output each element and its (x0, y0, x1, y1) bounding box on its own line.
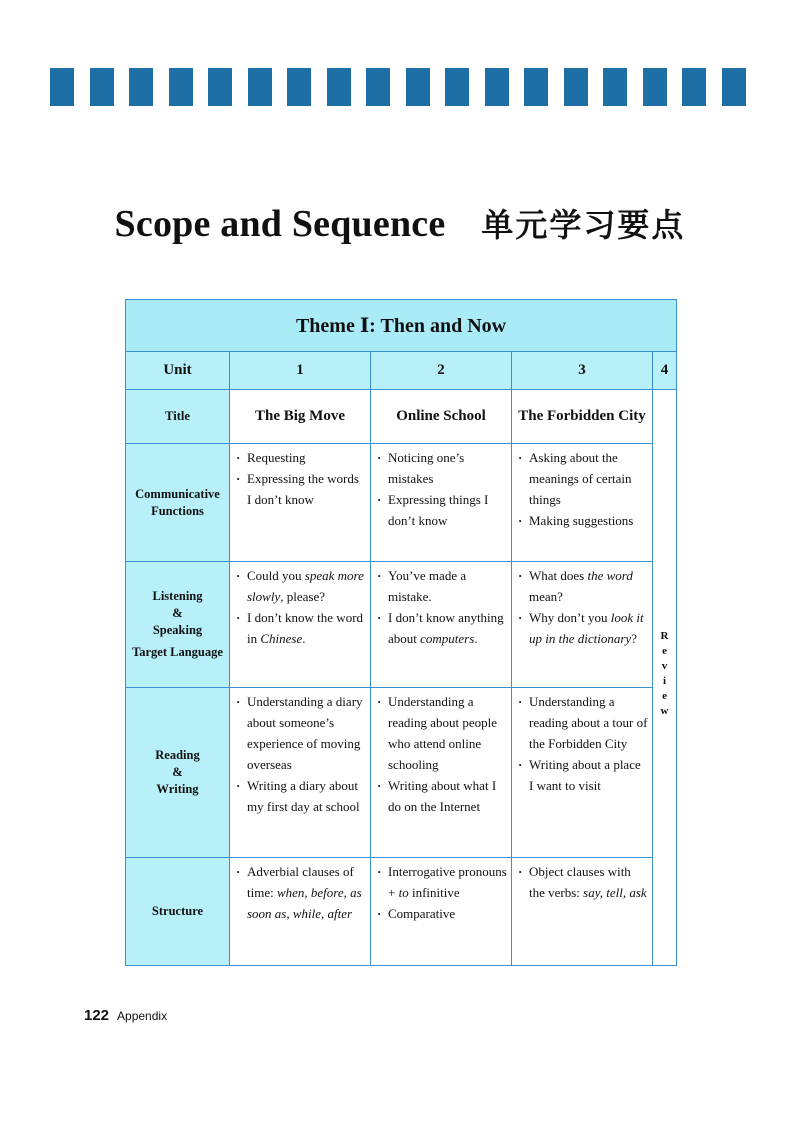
unit-title: The Big Move (230, 390, 371, 444)
scope-sequence-table (125, 299, 677, 966)
decorative-square (169, 68, 193, 106)
bullet-item: · Interrogative pronouns + to infinitive (375, 861, 507, 903)
bullet-item: · Requesting (234, 447, 366, 468)
unit-number: 4 (653, 352, 677, 390)
decorative-square (208, 68, 232, 106)
row-label-reading-writing (126, 688, 230, 858)
decorative-square (722, 68, 746, 106)
unit-title: The Forbidden City (512, 390, 653, 444)
bullet-item: · Making suggestions (516, 510, 648, 531)
row-label-line: Listening (152, 588, 203, 603)
section-name: Appendix (117, 1009, 168, 1023)
bullet-item: · Why don’t you look it up in the dictionary? (516, 607, 648, 649)
review-column (653, 390, 677, 966)
communicative-cell (371, 444, 512, 562)
row-label-line: & (172, 605, 183, 620)
bullet-item: · Writing about what I do on the Internet (375, 775, 507, 817)
bullet-item: · Understanding a diary about someone’s experience of moving overseas (234, 691, 366, 775)
decorative-square (327, 68, 351, 106)
page-title-english: Scope and Sequence (114, 203, 446, 245)
row-label-title: Title (126, 390, 230, 444)
target-language-cell (512, 562, 653, 688)
page-title-chinese: 单元学习要点 (481, 206, 686, 244)
decorative-square (564, 68, 588, 106)
page-title (0, 200, 800, 246)
unit-number: 1 (230, 352, 371, 390)
row-label-line: Reading (155, 748, 200, 763)
decorative-square (485, 68, 509, 106)
bullet-item: · Comparative (375, 903, 507, 924)
decorative-square (90, 68, 114, 106)
decorative-square (50, 68, 74, 106)
communicative-cell (230, 444, 371, 562)
bullet-item: · I don’t know the word in Chinese. (234, 607, 366, 649)
reading-writing-cell (512, 688, 653, 858)
unit-number: 3 (512, 352, 653, 390)
bullet-item: · Noticing one’s mistakes (375, 447, 507, 489)
decorative-square (129, 68, 153, 106)
target-language-cell (371, 562, 512, 688)
communicative-cell (512, 444, 653, 562)
page-footer (84, 1007, 167, 1025)
bullet-item: · Writing a diary about my first day at school (234, 775, 366, 817)
structure-cell (371, 858, 512, 966)
bullet-item: · You’ve made a mistake. (375, 565, 507, 607)
row-label-line: & (172, 765, 183, 780)
structure-cell (230, 858, 371, 966)
decorative-square (524, 68, 548, 106)
unit-number: 2 (371, 352, 512, 390)
bullet-item: · Adverbial clauses of time: when, before, as soon as, while, after (234, 861, 366, 924)
decorative-header-bar (0, 68, 800, 106)
target-language-cell (230, 562, 371, 688)
decorative-square (406, 68, 430, 106)
row-label-line: Target Language (132, 645, 223, 660)
bullet-item: · Asking about the meanings of certain things (516, 447, 648, 510)
decorative-square (643, 68, 667, 106)
decorative-square (287, 68, 311, 106)
bullet-item: · Expressing the words I don’t know (234, 468, 366, 510)
review-label: Review (658, 630, 671, 720)
row-label-unit: Unit (126, 352, 230, 390)
bullet-item: · Could you speak more slowly, please? (234, 565, 366, 607)
unit-title: Online School (371, 390, 512, 444)
bullet-item: · Object clauses with the verbs: say, tell, ask (516, 861, 648, 903)
structure-cell (512, 858, 653, 966)
bullet-item: · Understanding a reading about a tour of the Forbidden City (516, 691, 648, 754)
decorative-square (603, 68, 627, 106)
row-label-line: Speaking (152, 622, 203, 637)
bullet-item: · Understanding a reading about people who attend online schooling (375, 691, 507, 775)
row-label-line: Writing (156, 781, 199, 796)
reading-writing-cell (230, 688, 371, 858)
decorative-square (248, 68, 272, 106)
theme-header: Theme Ⅰ: Then and Now (126, 300, 677, 352)
bullet-item: · Expressing things I don’t know (375, 489, 507, 531)
decorative-square (682, 68, 706, 106)
reading-writing-cell (371, 688, 512, 858)
row-label-communicative-functions: Communicative Functions (126, 444, 230, 562)
decorative-square (366, 68, 390, 106)
decorative-square (445, 68, 469, 106)
page-number: 122 (84, 1007, 110, 1024)
bullet-item: · Writing about a place I want to visit (516, 754, 648, 796)
row-label-listening-speaking (126, 562, 230, 688)
row-label-structure: Structure (126, 858, 230, 966)
bullet-item: · I don’t know anything about computers. (375, 607, 507, 649)
bullet-item: · What does the word mean? (516, 565, 648, 607)
